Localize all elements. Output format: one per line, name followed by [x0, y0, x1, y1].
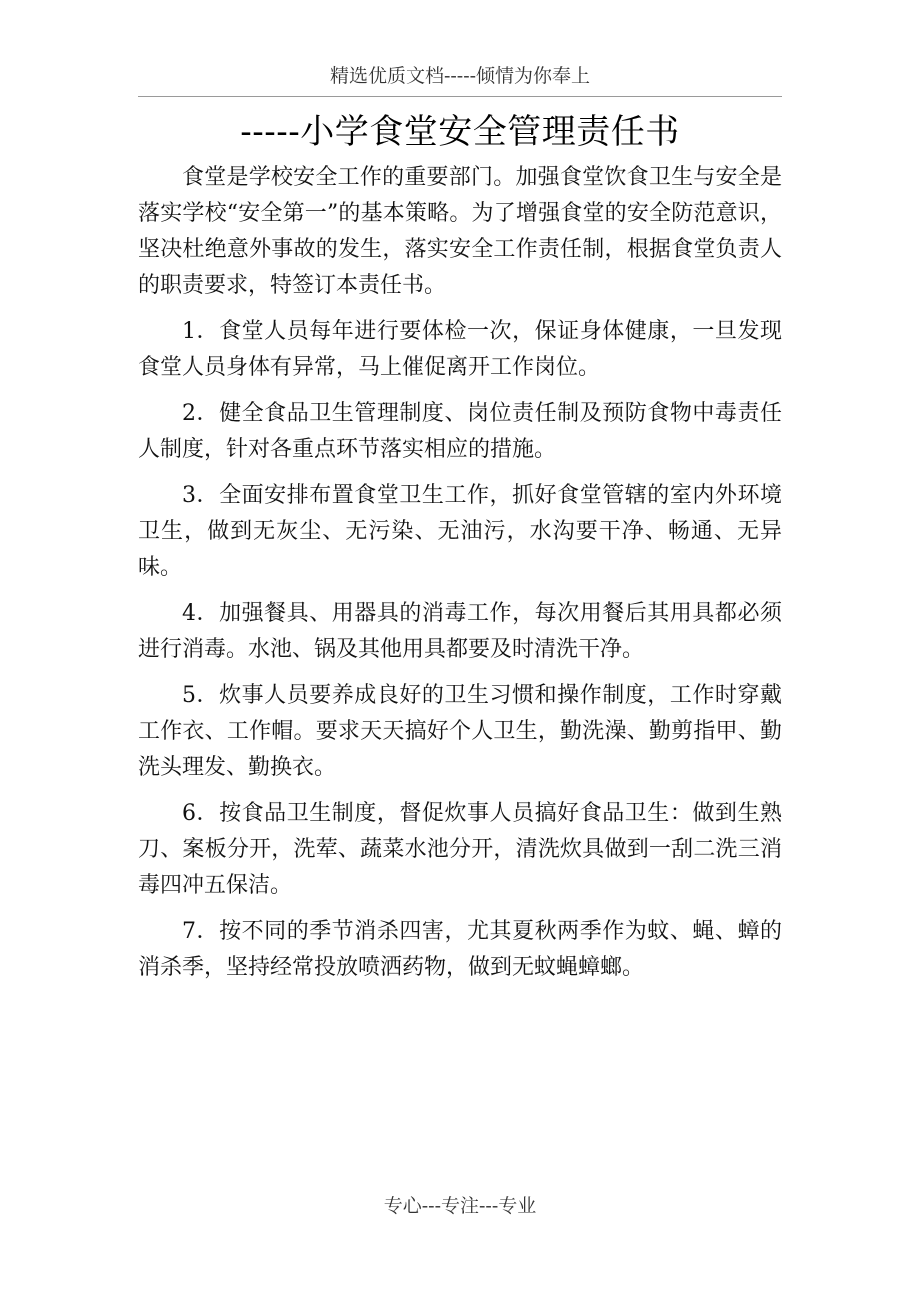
- intro-paragraph: 食堂是学校安全工作的重要部门。加强食堂饮食卫生与安全是落实学校“安全第一”的基本策略。为了增强食堂的安全防范意识，坚决杜绝意外事故的发生，落实安全工作责任制，根据食堂负责人的职责要求，特签订本责任书。: [138, 165, 782, 298]
- clause-5: 5．炊事人员要养成良好的卫生习惯和操作制度，工作时穿戴工作衣、工作帽。要求天天搞好个人卫生，勤洗澡、勤剪指甲、勤洗头理发、勤换衣。: [138, 683, 782, 780]
- document-body: [138, 160, 782, 996]
- clause-2: 2．健全食品卫生管理制度、岗位责任制及预防食物中毒责任人制度，针对各重点环节落实相应的措施。: [138, 401, 782, 462]
- clause-4: 4．加强餐具、用器具的消毒工作，每次用餐后其用具都必须进行消毒。水池、锅及其他用具都要及时清洗干净。: [138, 601, 782, 662]
- header-divider: [138, 96, 782, 97]
- page-footer: 专心---专注---专业: [383, 1195, 537, 1217]
- document-title: -----小学食堂安全管理责任书: [240, 112, 680, 152]
- clause-7: 7．按不同的季节消杀四害，尤其夏秋两季作为蚊、蝇、蟑的消杀季，坚持经常投放喷洒药物，做到无蚊蝇蟑螂。: [138, 919, 782, 980]
- clause-3: 3．全面安排布置食堂卫生工作，抓好食堂管辖的室内外环境卫生，做到无灰尘、无污染、无油污，水沟要干净、畅通、无异味。: [138, 483, 782, 580]
- clause-1: 1．食堂人员每年进行要体检一次，保证身体健康，一旦发现食堂人员身体有异常，马上催促离开工作岗位。: [138, 319, 782, 380]
- page-header: 精选优质文档-----倾情为你奉上: [329, 65, 591, 87]
- clause-6: 6．按食品卫生制度，督促炊事人员搞好食品卫生：做到生熟刀、案板分开，洗荤、蔬菜水池分开，清洗炊具做到一刮二洗三消毒四冲五保洁。: [138, 801, 782, 898]
